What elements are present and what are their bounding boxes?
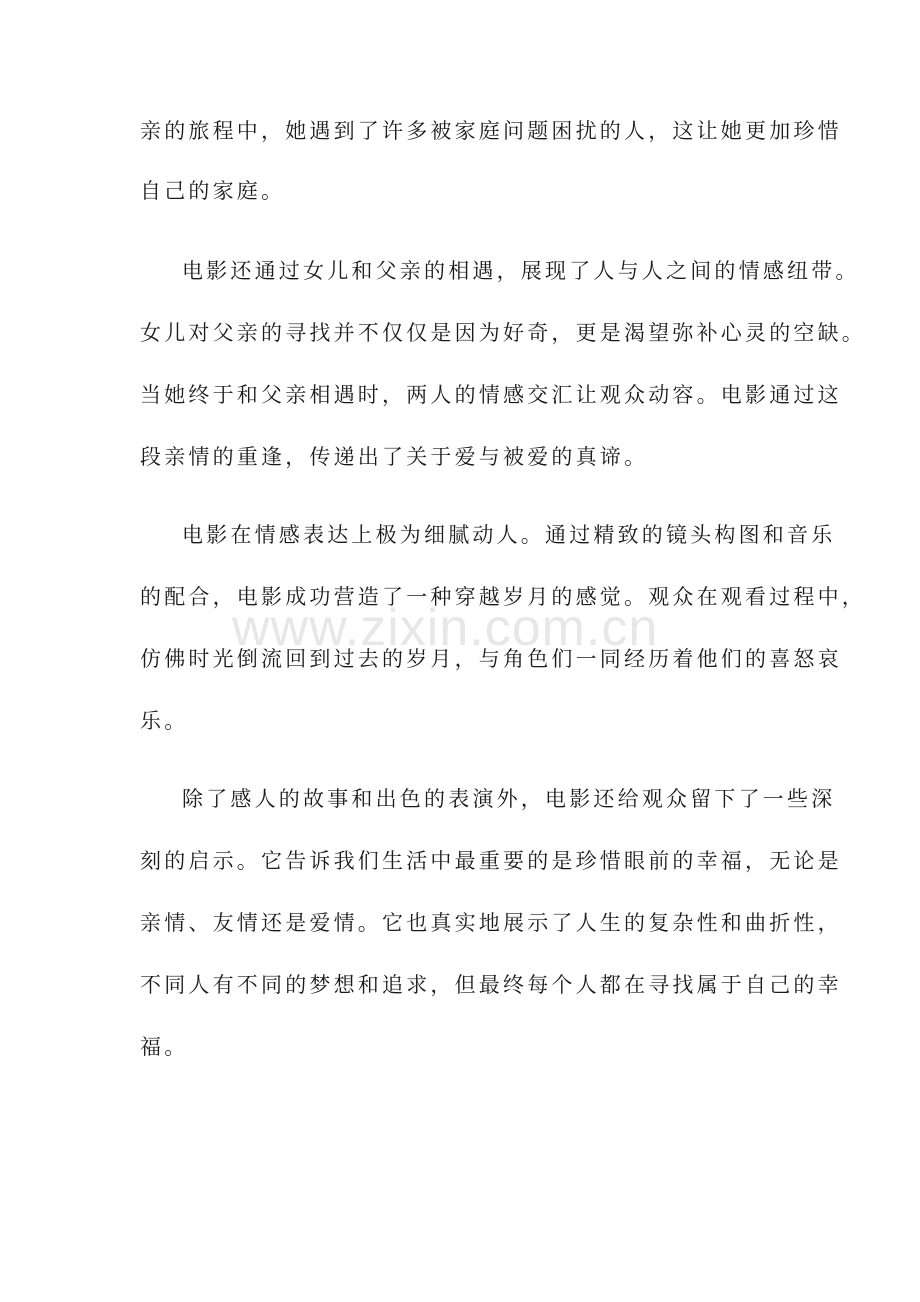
text-line: 亲的旅程中，她遇到了许多被家庭问题困扰的人，这让她更加珍惜 [140,119,842,143]
text-line: 当她终于和父亲相遇时，两人的情感交汇让观众动容。电影通过这 [140,383,842,407]
text-line: 仿佛时光倒流回到过去的岁月，与角色们一同经历着他们的喜怒哀 [140,647,842,671]
text-line: 的配合，电影成功营造了一种穿越岁月的感觉。观众在观看过程中， [140,585,866,609]
text-line: 乐。 [140,709,189,733]
text-line: 亲情、友情还是爱情。它也真实地展示了人生的复杂性和曲折性， [140,911,842,935]
watermark: www.zixin.com.cn [232,599,659,657]
text-line: 不同人有不同的梦想和追求，但最终每个人都在寻找属于自己的幸 [140,973,842,997]
text-line: 福。 [140,1035,189,1059]
text-line: 段亲情的重逢，传递出了关于爱与被爱的真谛。 [140,445,649,469]
text-line: 女儿对父亲的寻找并不仅仅是因为好奇，更是渴望弥补心灵的空缺。 [140,321,866,345]
paragraph-start-line: 电影还通过女儿和父亲的相遇，展现了人与人之间的情感纽带。 [182,259,860,283]
paragraph-start-line: 除了感人的故事和出色的表演外，电影还给观众留下了一些深 [182,787,836,811]
paragraph-start-line: 电影在情感表达上极为细腻动人。通过精致的镜头构图和音乐 [182,523,836,547]
text-line: 自己的家庭。 [140,179,286,203]
text-line: 刻的启示。它告诉我们生活中最重要的是珍惜眼前的幸福，无论是 [140,849,842,873]
